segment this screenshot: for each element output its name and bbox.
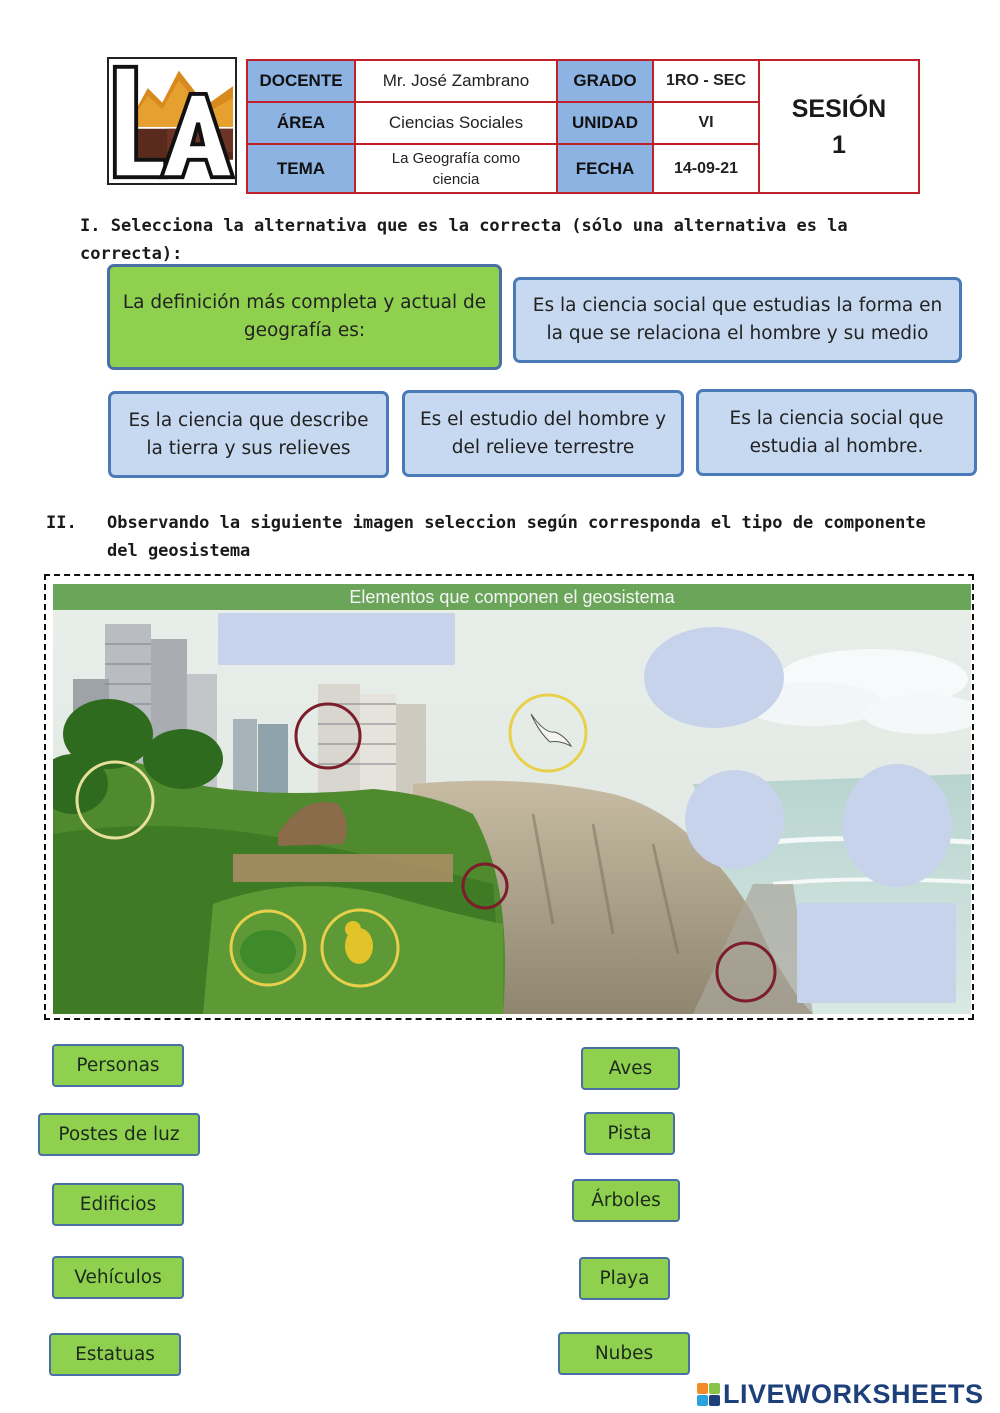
- section-1-heading: [80, 212, 960, 268]
- liveworksheets-logo-mark: [697, 1383, 720, 1406]
- area-value: Ciencias Sociales: [355, 102, 557, 144]
- grado-value: 1RO - SEC: [653, 60, 759, 102]
- session-number: 1: [832, 130, 846, 159]
- option-b[interactable]: Es la ciencia que describe la tierra y sus relieves: [108, 391, 389, 478]
- section-2-number: II.: [46, 513, 77, 533]
- chip-aves[interactable]: Aves: [581, 1047, 680, 1090]
- drop-zone-4[interactable]: [842, 764, 952, 887]
- option-c[interactable]: Es el estudio del hombre y del relieve terrestre: [402, 390, 684, 477]
- fecha-value: 14-09-21: [653, 144, 759, 193]
- tema-value: La Geografía como ciencia: [355, 144, 557, 193]
- chip-estatuas[interactable]: Estatuas: [49, 1333, 181, 1376]
- chip-personas[interactable]: Personas: [52, 1044, 184, 1087]
- docente-label: DOCENTE: [247, 60, 355, 102]
- chip-postes-de-luz[interactable]: Postes de luz: [38, 1113, 200, 1156]
- unidad-value: VI: [653, 102, 759, 144]
- chip-vehiculos[interactable]: Vehículos: [52, 1256, 184, 1299]
- tema-label: TEMA: [247, 144, 355, 193]
- school-logo-graphic: [109, 59, 235, 183]
- section-2-title-line2: del geosistema: [107, 541, 251, 561]
- session-label: SESIÓN: [791, 94, 887, 123]
- unidad-label: UNIDAD: [557, 102, 653, 144]
- image-title: Elementos que componen el geosistema: [349, 587, 675, 607]
- chip-edificios[interactable]: Edificios: [52, 1183, 184, 1226]
- section-1-number: I.: [80, 216, 101, 236]
- fecha-label: FECHA: [557, 144, 653, 193]
- chip-nubes[interactable]: Nubes: [558, 1332, 690, 1375]
- session-info-table: [246, 59, 920, 194]
- chip-playa[interactable]: Playa: [579, 1257, 670, 1300]
- chip-arboles[interactable]: Árboles: [572, 1179, 680, 1222]
- liveworksheets-wordmark: LIVEWORKSHEETS: [723, 1378, 984, 1409]
- liveworksheets-brand: [697, 1378, 984, 1410]
- section-2-title-line1: Observando la siguiente imagen seleccion según corresponda el tipo de componente: [107, 513, 926, 533]
- area-label: ÁREA: [247, 102, 355, 144]
- drop-zone-3[interactable]: [685, 770, 784, 869]
- chip-pista[interactable]: Pista: [584, 1112, 675, 1155]
- session-cell: [759, 60, 919, 193]
- drop-zone-1[interactable]: [218, 613, 455, 665]
- section-1-title: Selecciona la alternativa que es la correcta (sólo una alternativa es la correcta):: [80, 216, 848, 264]
- option-d[interactable]: Es la ciencia social que estudia al hombre.: [696, 389, 977, 476]
- grado-label: GRADO: [557, 60, 653, 102]
- drop-zone-5[interactable]: [797, 903, 956, 1003]
- docente-value: Mr. José Zambrano: [355, 60, 557, 102]
- school-logo: [107, 57, 237, 185]
- drop-zone-2[interactable]: [644, 627, 784, 728]
- option-a[interactable]: Es la ciencia social que estudias la forma en la que se relaciona el hombre y su medio: [513, 277, 962, 363]
- question-box: La definición más completa y actual de geografía es:: [107, 264, 502, 370]
